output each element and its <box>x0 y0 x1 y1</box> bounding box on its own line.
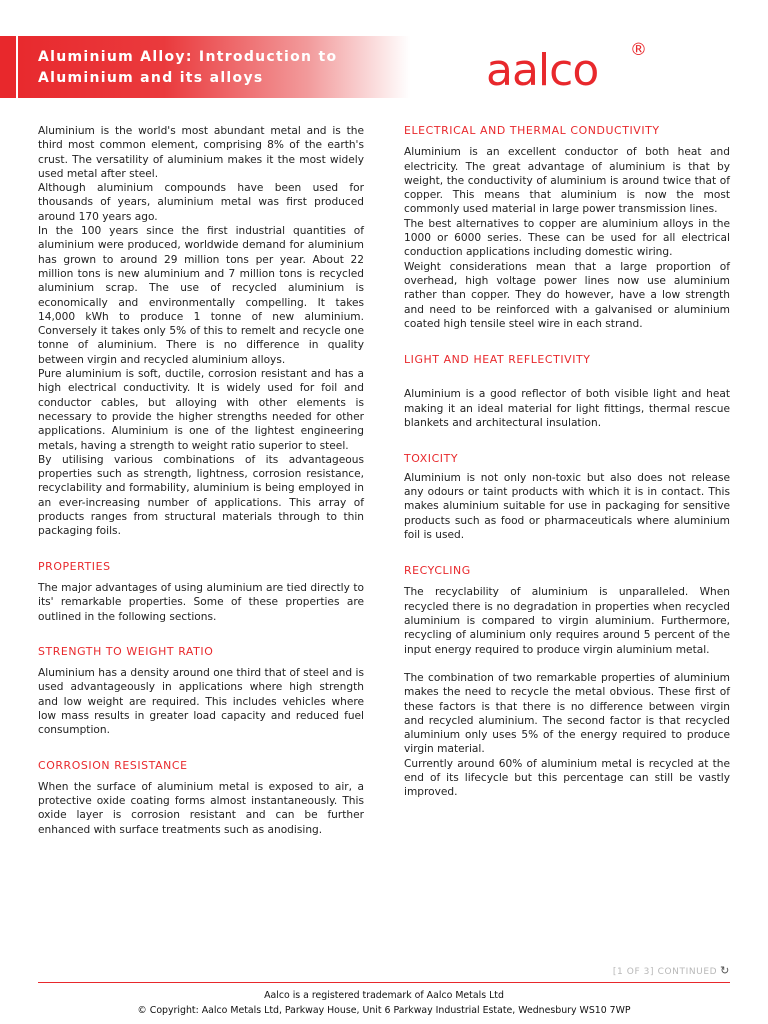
properties-heading: PROPERTIES <box>38 559 111 573</box>
recycling-paragraph: The combination of two remarkable properties of aluminium makes the need to recycle the metal obvious. These first of these factors is that there is no difference between virgin and recycled aluminium. The second factor is that recycled aluminium only uses 5% of the energy required to produce virgin material. <box>404 671 730 756</box>
electrical-paragraph: Aluminium is an excellent conductor of both heat and electricity. The great advantage of aluminium is that by weight, the conductivity of aluminium is around twice that of copper. This means that aluminium is now the most commonly used material in large power transmission lines. <box>404 146 730 216</box>
light-text: Aluminium is a good reflector of both visible light and heat making it an ideal material for light fittings, thermal rescue blankets and architectural insulation. <box>404 388 730 430</box>
copyright-notice: © Copyright: Aalco Metals Ltd, Parkway House, Unit 6 Parkway Industrial Estate, Wednesbury WS10 7WP <box>137 1005 631 1016</box>
light-heading: LIGHT AND HEAT REFLECTIVITY <box>404 353 591 367</box>
intro-paragraph: In the 100 years since the first industrial quantities of aluminium were produced, worldwide demand for aluminium has grown to around 29 million tons per year. About 22 million tons is new aluminium and 7 million tons is recycled aluminium scrap. The use of recycled aluminium is economically and environmentally compelling. It takes 14,000 kWh to produce 1 tonne of new aluminium. Conversely it takes only 5% of this to remelt and recycle one tonne of aluminium. There is no difference in quality between virgin and recycled aluminium alloys. <box>38 225 364 366</box>
toxicity-heading: TOXICITY <box>404 452 459 466</box>
header-strip-accent <box>0 36 16 98</box>
recycling-paragraph: The recyclability of aluminium is unparalleled. When recycled there is no degradation in properties when recycled aluminium is compared to virgin aluminium. Furthermore, recycling of aluminium only requires around 5 percent of the input energy required to produce virgin aluminium metal. <box>404 586 730 656</box>
continued-label: [1 OF 3] CONTINUED <box>612 967 718 977</box>
toxicity-text: Aluminium is not only non-toxic but also does not release any odours or taint products with which it is in contact. This makes aluminium suitable for use in packaging for sensitive products such as food or pharmaceuticals where aluminium foil is used. <box>404 471 730 541</box>
properties-text: The major advantages of using aluminium are tied directly to its' remarkable properties. Some of these properties are outlined in the following sections. <box>38 581 364 623</box>
left-column <box>38 124 364 837</box>
continued-link[interactable] <box>613 964 730 977</box>
aalco-logo: aalco <box>486 45 599 96</box>
corrosion-text: When the surface of aluminium metal is exposed to air, a protective oxide coating forms almost instantaneously. This oxide layer is corrosion resistant and can be further enhanced with surface treatments such as anodising. <box>38 780 364 836</box>
footer-divider <box>38 982 730 983</box>
intro-paragraph: Although aluminium compounds have been used for thousands of years, aluminium metal was first produced around 170 years ago. <box>38 182 364 223</box>
strength-text: Aluminium has a density around one third that of steel and is used advantageously in applications where high strength and low weight are required. This includes vehicles where low mass results in greater load capacity and reduced fuel consumption. <box>38 667 364 737</box>
intro-paragraph: Pure aluminium is soft, ductile, corrosion resistant and has a high electrical conductivity. It is widely used for foil and conductor cables, but alloying with other elements is necessary to provide the higher strengths needed for other applications. Aluminium is one of the lightest engineering metals, having a strength to weight ratio superior to steel. <box>38 368 364 452</box>
corrosion-heading: CORROSION RESISTANCE <box>38 758 188 772</box>
intro-paragraph: Aluminium is the world's most abundant metal and is the third most common element, comprising 8% of the earth's crust. The versatility of aluminium makes it the most widely used metal after steel. <box>38 125 364 180</box>
electrical-paragraph: Weight considerations mean that a large proportion of overhead, high voltage power lines now use aluminium rather than copper. They do however, have a low strength and need to be reinforced with a galvanised or aluminium coated high tensile steel wire in each strand. <box>404 260 730 330</box>
recycling-paragraph: Currently around 60% of aluminium metal is recycled at the end of its lifecycle but this percentage can still be vastly improved. <box>404 757 730 799</box>
strength-heading: STRENGTH TO WEIGHT RATIO <box>38 644 214 658</box>
continue-arrow-icon: ↻ <box>720 964 730 977</box>
registered-mark: ® <box>630 40 647 60</box>
right-column <box>404 124 730 800</box>
intro-paragraph: By utilising various combinations of its advantageous properties such as strength, lightness, corrosion resistance, recyclability and formability, aluminium is being employed in an ever-increasing number of applications. This array of products ranges from structural materials through to thin packaging foils. <box>38 453 364 538</box>
electrical-paragraph: The best alternatives to copper are aluminium alloys in the 1000 or 6000 series. These can be used for all electrical conduction applications including domestic wiring. <box>404 217 730 259</box>
electrical-heading: ELECTRICAL AND THERMAL CONDUCTIVITY <box>404 124 660 137</box>
page-title: Aluminium Alloy: Introduction to Aluminium and its alloys <box>38 49 338 86</box>
recycling-heading: RECYCLING <box>404 564 471 578</box>
trademark-notice: Aalco is a registered trademark of Aalco Metals Ltd <box>264 990 504 1001</box>
